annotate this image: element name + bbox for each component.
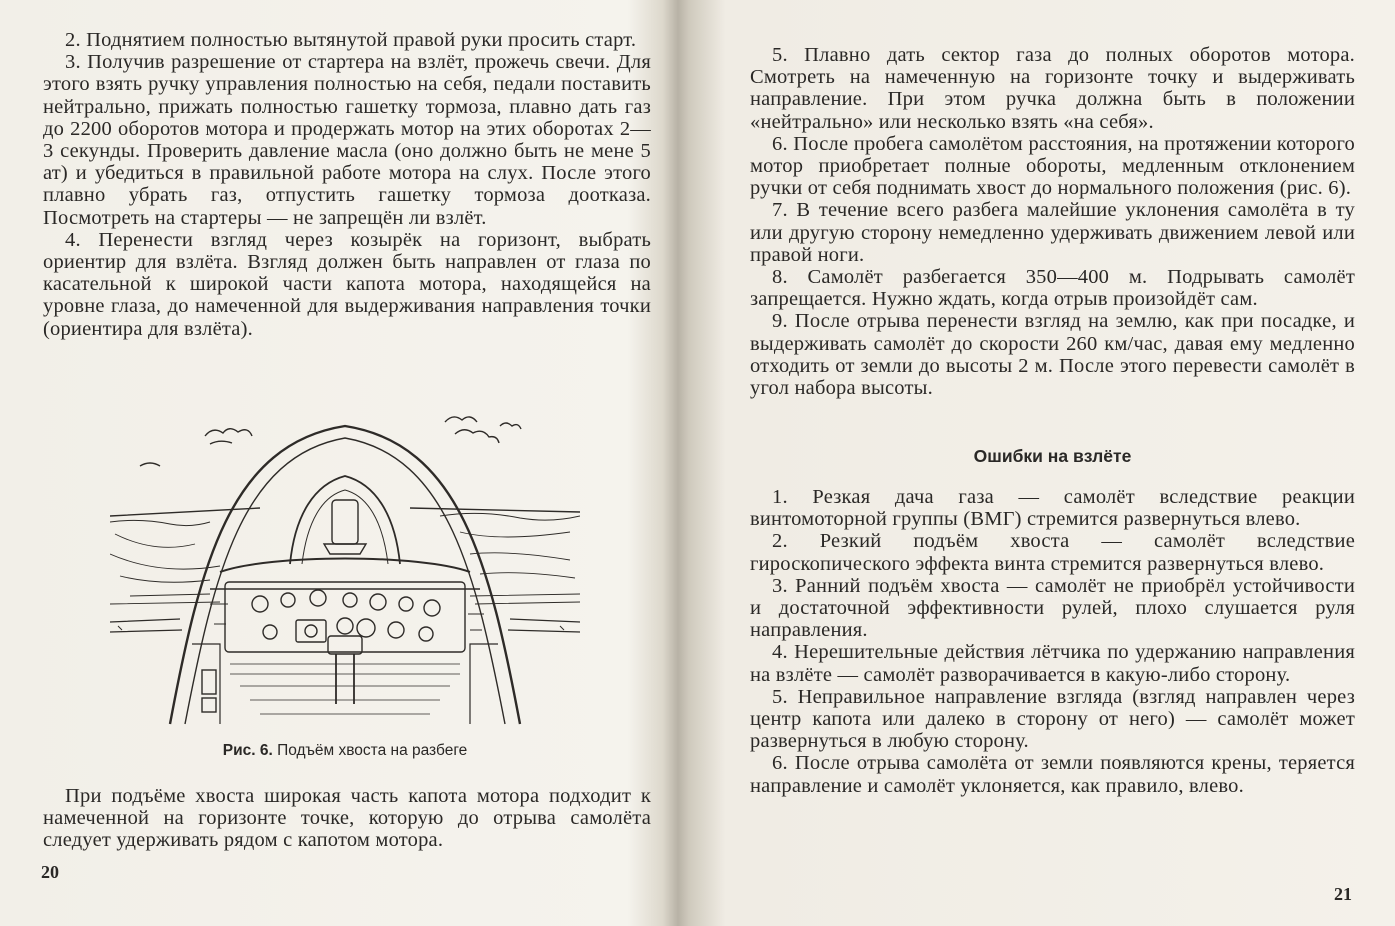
paragraph: 2. Поднятием полностью вытянутой правой руки просить старт. [65, 29, 637, 51]
figure-caption-text: Подъём хвоста на разбеге [277, 742, 468, 759]
right-page-top-text [750, 44, 1355, 399]
paragraph: 7. В течение всего разбега малейшие уклонения самолёта в ту или другую сторону немедленно удерживать движением левой или правой ноги. [750, 199, 1355, 266]
left-page-bottom-text [43, 785, 651, 852]
list-item: 3. Ранний подъём хвоста — самолёт не приобрёл устойчивости и достаточной эффективности рулей, плохо слушается руля направления. [750, 574, 1355, 642]
paragraph: 4. Перенести взгляд через козырёк на горизонт, выбрать ориентир для взлёта. Взгляд должен быть направлен от глаза по касательной к широкой части капота мотора, находящейся на уровне глаза, до намеченной для выдерживания направления точки (ориентира для взлёта). [43, 228, 651, 340]
page-number: 20 [41, 862, 59, 882]
list-item: 4. Нерешительные действия лётчика по удержанию направления на взлёте — самолёт разворачивается в какую-либо сторону. [750, 641, 1355, 686]
list-item: 1. Резкая дача газа — самолёт вследствие реакции винтомоторной группы (ВМГ) стремится развернуться влево. [750, 486, 1355, 531]
right-page [700, 0, 1395, 926]
paragraph: 8. Самолёт разбегается 350—400 м. Подрывать самолёт запрещается. Нужно ждать, когда отрыв произойдёт сам. [750, 266, 1355, 311]
paragraph: 9. После отрыва перенести взгляд на землю, как при посадке, и выдерживать самолёт до скорости 260 км/час, давая ему медленно отходить от земли до высоты 2 м. После этого перевести самолёт в угол набора высоты. [750, 310, 1355, 400]
left-page [0, 0, 672, 926]
list-item: 5. Неправильное направление взгляда (взгляд направлен через центр капота или далеко в сторону от него) — самолёт может развернуться в любую сторону. [750, 685, 1355, 753]
figure-caption [110, 742, 580, 760]
list-item: 6. После отрыва самолёта от земли появляются крены, теряется направление и самолёт уклоняется, как правило, влево. [750, 752, 1355, 797]
paragraph: 5. Плавно дать сектор газа до полных оборотов мотора. Смотреть на намеченную на горизонте точку и выдерживать направление. При этом ручка должна быть в положении «нейтрально» или несколько взять «на себя». [750, 44, 1355, 133]
paragraph: 3. Получив разрешение от стартера на взлёт, прожечь свечи. Для этого взять ручку управления полностью на себя, педали поставить нейтрально, прижать полностью гашетку тормоза, плавно дать газ до 2200 оборотов мотора и продержать мотор на этих оборотах 2—3 секунды. Проверить давление масла (оно должно быть не мене 5 ат) и убедиться в правильной работе мотора на слух. После этого плавно убрать газ, отпустить гашетку тормоза доотказа. Посмотреть на стартеры — не запрещён ли взлёт. [43, 51, 651, 229]
page-number: 21 [1334, 884, 1352, 904]
paragraph: При подъёме хвоста широкая часть капота мотора подходит к намеченной на горизонте точке, которую до отрыва самолёта следует удерживать рядом с капотом мотора. [43, 785, 651, 852]
paragraph: 6. После пробега самолётом расстояния, на протяжении которого мотор приобретает полные обороты, медленным отклонением ручки от себя поднимать хвост до нормального положения (рис. 6). [750, 132, 1355, 200]
errors-list [750, 486, 1355, 797]
cockpit-illustration [110, 404, 580, 734]
list-item: 2. Резкий подъём хвоста — самолёт вследствие гироскопического эффекта винта стремится развернуться влево. [750, 530, 1355, 575]
left-page-top-text [43, 29, 651, 340]
cockpit-drawing [110, 404, 580, 734]
figure-caption-label: Рис. 6. [222, 742, 273, 759]
section-heading: Ошибки на взлёте [973, 446, 1132, 466]
